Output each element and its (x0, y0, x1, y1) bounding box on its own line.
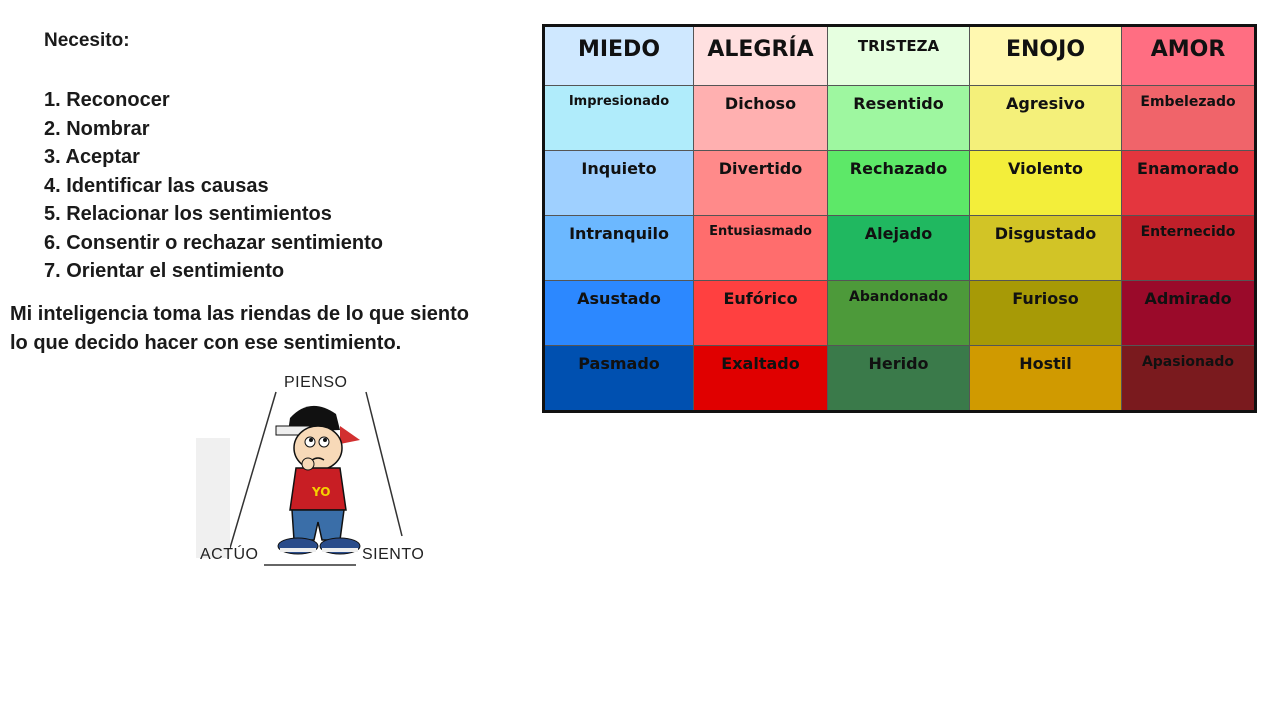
emotion-cell: Eufórico (694, 281, 828, 346)
header-tristeza: TRISTEZA (828, 26, 970, 86)
step-item: 1. Reconocer (44, 89, 170, 111)
emotion-cell: Intranquilo (544, 216, 694, 281)
emotion-cell: Furioso (970, 281, 1122, 346)
emotion-cell: Alejado (828, 216, 970, 281)
emotion-cell: Apasionado (1122, 346, 1256, 412)
feel-label: SIENTO (362, 546, 425, 563)
emotion-cell: Agresivo (970, 86, 1122, 151)
step-item: 6. Consentir o rechazar sentimiento (44, 231, 383, 254)
header-enojo: ENOJO (970, 26, 1122, 86)
step-item: 2. Nombrar (44, 117, 150, 140)
emotion-cell: Rechazado (828, 151, 970, 216)
emotions-row (544, 216, 1256, 281)
header-alegria: ALEGRÍA (694, 26, 828, 86)
emotion-cell: Violento (970, 151, 1122, 216)
emotion-cell: Herido (828, 346, 970, 412)
emotion-cell: Asustado (544, 281, 694, 346)
emotion-cell: Admirado (1122, 281, 1256, 346)
intelligence-statement (10, 300, 538, 357)
emotion-cell: Enamorado (1122, 151, 1256, 216)
emotion-cell: Impresionado (544, 86, 694, 151)
step-item: 3. Aceptar (44, 146, 140, 168)
emotion-cell: Embelezado (1122, 86, 1256, 151)
statement-line-2: lo que decido hacer con ese sentimiento. (10, 331, 402, 354)
emotion-cell: Enternecido (1122, 216, 1256, 281)
think-label: PIENSO (284, 374, 348, 391)
emotion-cell: Exaltado (694, 346, 828, 412)
steps-list (44, 86, 383, 286)
emotion-cell: Abandonado (828, 281, 970, 346)
emotions-row (544, 346, 1256, 412)
emotions-row (544, 151, 1256, 216)
emotion-cell: Entusiasmado (694, 216, 828, 281)
emotions-header-row (544, 26, 1256, 86)
emotion-cell: Inquieto (544, 151, 694, 216)
emotion-cell: Resentido (828, 86, 970, 151)
intro-heading: Necesito: (44, 30, 130, 51)
emotions-row (544, 86, 1256, 151)
shirt-label: YO (312, 485, 331, 499)
step-item: 4. Identificar las causas (44, 174, 269, 197)
step-item: 5. Relacionar los sentimientos (44, 203, 332, 225)
emotion-cell: Hostil (970, 346, 1122, 412)
step-item: 7. Orientar el sentimiento (44, 260, 285, 282)
think-act-feel-illustration (190, 360, 440, 590)
emotion-cell: Dichoso (694, 86, 828, 151)
header-amor: AMOR (1122, 26, 1256, 86)
emotion-cell: Divertido (694, 151, 828, 216)
emotion-cell: Pasmado (544, 346, 694, 412)
emotions-row (544, 281, 1256, 346)
emotions-table (542, 24, 1257, 413)
emotion-cell: Disgustado (970, 216, 1122, 281)
act-label: ACTÚO (200, 546, 259, 563)
header-miedo: MIEDO (544, 26, 694, 86)
statement-line-1: Mi inteligencia toma las riendas de lo que siento (10, 303, 469, 325)
